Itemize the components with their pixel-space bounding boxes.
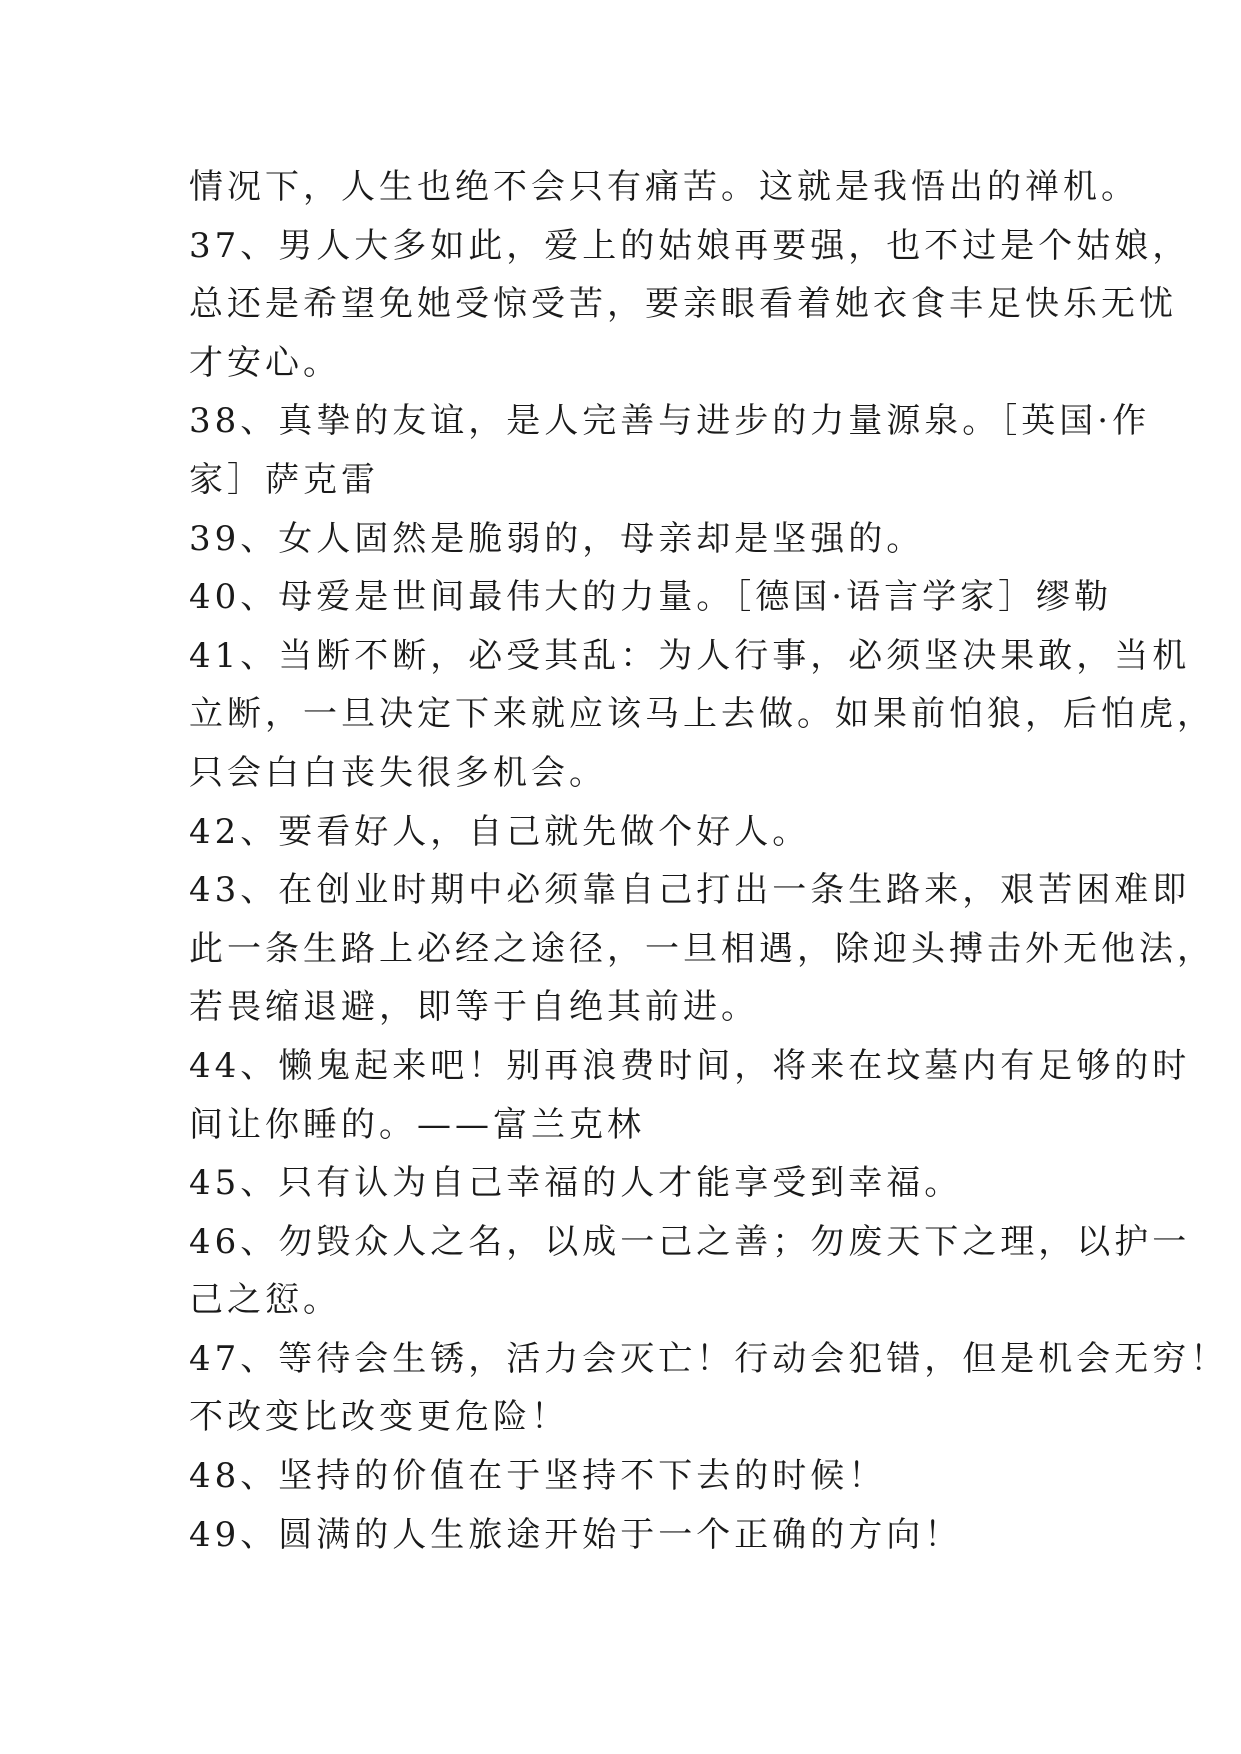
text-line: 才安心。 <box>189 342 341 383</box>
text-line: 47、等待会生锈，活力会灭亡！行动会犯错，但是机会无穷！ <box>189 1338 1229 1379</box>
text-line: 若畏缩退避，即等于自绝其前进。 <box>189 987 759 1028</box>
text-line: 43、在创业时期中必须靠自己打出一条生路来，艰苦困难即 <box>189 870 1191 911</box>
text-line: 42、要看好人，自己就先做个好人。 <box>189 811 811 852</box>
text-line: 45、只有认为自己幸福的人才能享受到幸福。 <box>189 1163 963 1204</box>
text-line: 38、真挚的友谊，是人完善与进步的力量源泉。［英国·作 <box>189 401 1151 442</box>
text-line: 48、坚持的价值在于坚持不下去的时候！ <box>189 1456 887 1497</box>
text-line: 此一条生路上必经之途径，一旦相遇，除迎头搏击外无他法， <box>189 928 1215 969</box>
text-line: 46、勿毁众人之名，以成一己之善；勿废天下之理，以护一 <box>189 1221 1191 1262</box>
text-line: 41、当断不断，必受其乱：为人行事，必须坚决果敢，当机 <box>189 635 1191 676</box>
text-line: 总还是希望免她受惊受苦，要亲眼看着她衣食丰足快乐无忧 <box>189 284 1177 325</box>
text-line: 只会白白丧失很多机会。 <box>189 752 607 793</box>
text-line: 己之愆。 <box>189 1280 341 1321</box>
text-line: 40、母爱是世间最伟大的力量。［德国·语言学家］缪勒 <box>189 577 1113 618</box>
text-line: 49、圆满的人生旅途开始于一个正确的方向！ <box>189 1514 963 1555</box>
text-line: 家］萨克雷 <box>189 459 379 500</box>
text-line: 立断，一旦决定下来就应该马上去做。如果前怕狼，后怕虎， <box>189 694 1215 735</box>
text-line: 不改变比改变更危险！ <box>189 1397 569 1438</box>
text-line: 间让你睡的。——富兰克林 <box>189 1104 645 1145</box>
text-line: 39、女人固然是脆弱的，母亲却是坚强的。 <box>189 518 925 559</box>
text-line: 44、懒鬼起来吧！别再浪费时间，将来在坟墓内有足够的时 <box>189 1045 1191 1086</box>
text-line: 37、男人大多如此，爱上的姑娘再要强，也不过是个姑娘， <box>189 225 1191 266</box>
text-line: 情况下，人生也绝不会只有痛苦。这就是我悟出的禅机。 <box>189 167 1139 207</box>
body-text <box>189 158 1229 1564</box>
